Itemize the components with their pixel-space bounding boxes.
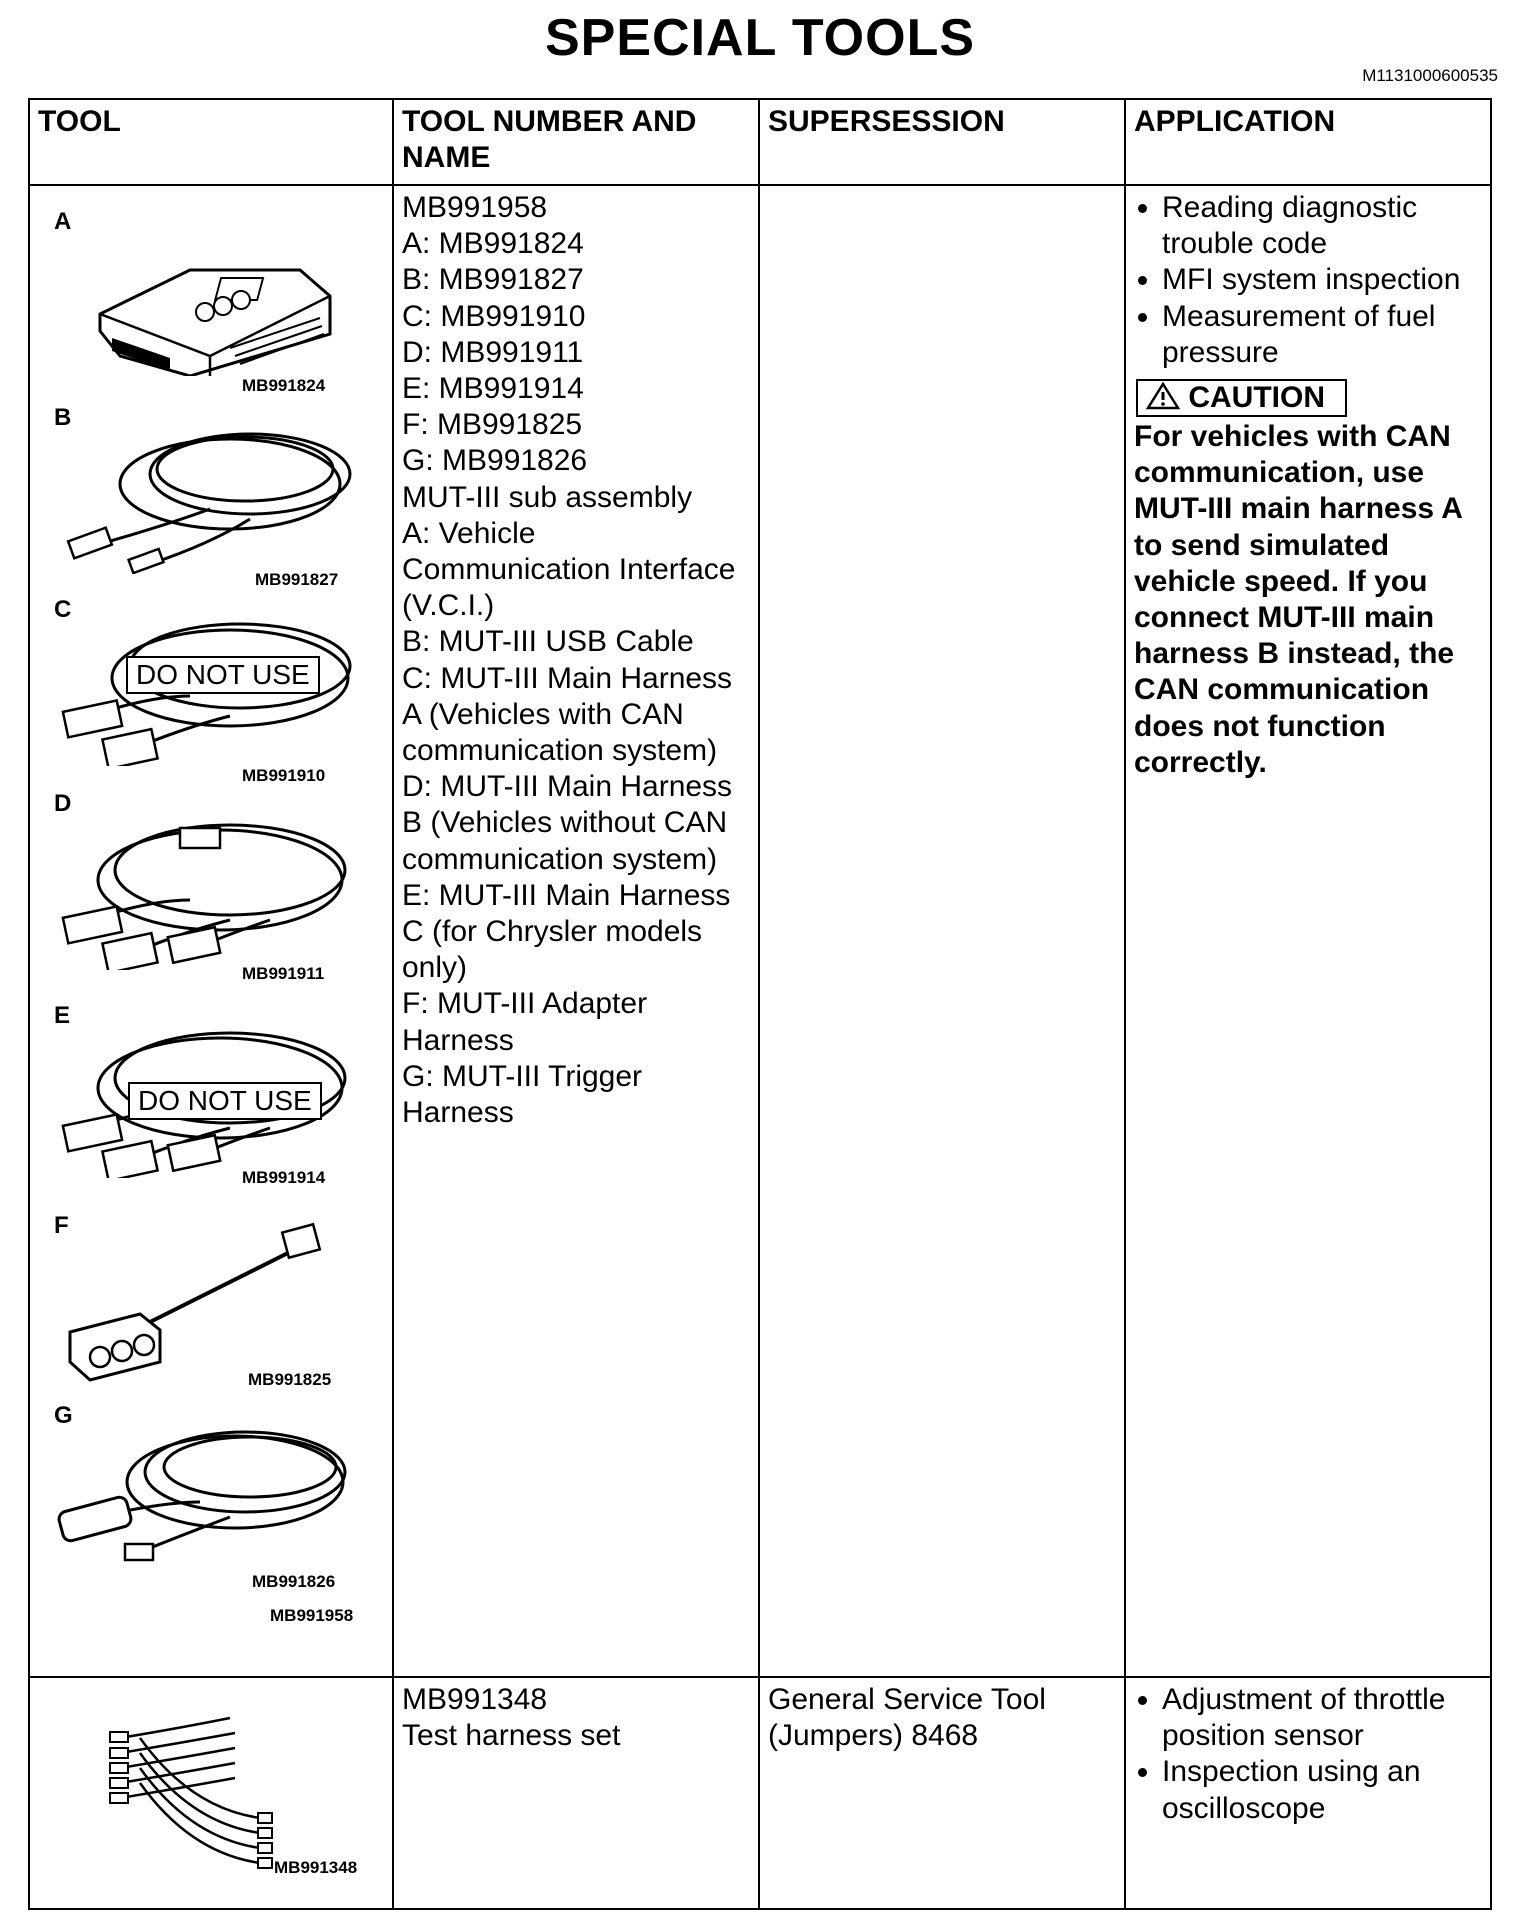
tool-line: A (Vehicles with CAN	[402, 697, 684, 731]
header-application: APPLICATION	[1125, 99, 1491, 185]
warning-triangle-icon	[1146, 382, 1180, 410]
tool-line: F: MB991825	[402, 408, 583, 442]
do-not-use-label-c: DO NOT USE	[126, 656, 320, 694]
tool-line: Harness	[402, 1096, 514, 1130]
tool-line: D: MUT-III Main Harness	[402, 770, 733, 804]
supersession-cell	[759, 185, 1125, 1677]
header-row	[29, 99, 1491, 185]
tool-letter-e: E	[54, 1002, 71, 1029]
vci-device-illustration	[30, 226, 388, 376]
test-harness-set-illustration	[30, 1698, 388, 1878]
tool-line: MUT-III sub assembly	[402, 480, 693, 514]
tool-line: MB991958	[402, 191, 548, 224]
tool-line: Harness	[402, 1023, 514, 1057]
tool-line: C (for Chrysler models	[402, 915, 703, 949]
tool-line: only)	[402, 951, 468, 985]
document-id: M1131000600535	[1362, 66, 1498, 85]
page-title: SPECIAL TOOLS	[544, 9, 976, 67]
tool-letter-b: B	[54, 404, 72, 431]
tool-line: C: MB991910	[402, 299, 586, 333]
caution-label: CAUTION	[1188, 381, 1325, 415]
tool-code-f: MB991825	[248, 1370, 332, 1389]
assembly-code: MB991958	[270, 1606, 354, 1625]
tool-letter-d: D	[54, 790, 72, 817]
tool-letter-f: F	[54, 1212, 69, 1239]
tool-letter-a: A	[54, 208, 72, 235]
tool-number-name-cell	[393, 185, 759, 1677]
tool-line: A: Vehicle	[402, 516, 536, 550]
adapter-harness-illustration	[30, 1222, 388, 1382]
tool-code-a: MB991824	[242, 376, 326, 395]
special-tools-table	[28, 98, 1492, 1910]
supersession-line: (Jumpers) 8468	[768, 1719, 979, 1753]
tool-line: MB991348	[402, 1683, 548, 1716]
tool-illustrations-cell	[29, 185, 393, 1677]
tool-line: G: MUT-III Trigger	[402, 1059, 643, 1093]
tool-illustration-cell	[29, 1677, 393, 1909]
tool-line: communication system)	[402, 842, 718, 876]
application-item: • Measurement of fuel pressure	[1162, 299, 1482, 371]
do-not-use-label-e: DO NOT USE	[128, 1082, 322, 1120]
tool-code-d: MB991911	[242, 964, 325, 983]
tool-code-g: MB991826	[252, 1572, 336, 1591]
supersession-cell	[759, 1677, 1125, 1909]
tool-line: Test harness set	[402, 1719, 621, 1753]
tool-line: Communication Interface	[402, 553, 736, 587]
supersession-line: General Service Tool	[768, 1683, 1046, 1716]
tool-line: B: MB991827	[402, 263, 584, 297]
tool-line: E: MB991914	[402, 372, 584, 406]
tool-line: F: MUT-III Adapter	[402, 987, 648, 1021]
tool-line: E: MUT-III Main Harness	[402, 878, 731, 912]
application-item: • MFI system inspection	[1162, 262, 1482, 298]
tool-code: MB991348	[274, 1858, 358, 1877]
caution-box	[1136, 379, 1347, 417]
tool-code-b: MB991827	[255, 570, 339, 589]
application-item: • Adjustment of throttle position sensor	[1162, 1682, 1482, 1754]
application-item: • Reading diagnostic trouble code	[1162, 190, 1482, 262]
tool-line: D: MB991911	[402, 335, 584, 369]
application-cell	[1125, 1677, 1491, 1909]
header-supersession: SUPERSESSION	[759, 99, 1125, 185]
tool-line: communication system)	[402, 734, 718, 768]
tool-line: C: MUT-III Main Harness	[402, 661, 733, 695]
caution-text: For vehicles with CAN communication, use MUT-III main harness A to send simulated vehicle speed. If you connect MUT-III main harness B instead, the CAN communication does not function correctly.	[1134, 420, 1462, 779]
tool-number-name-cell	[393, 1677, 759, 1909]
table-row	[29, 185, 1491, 1677]
tool-line: A: MB991824	[402, 227, 584, 261]
application-item: • Inspection using an oscilloscope	[1162, 1754, 1482, 1826]
trigger-harness-illustration	[30, 1412, 388, 1582]
application-cell	[1125, 185, 1491, 1677]
header-tool: TOOL	[29, 99, 393, 185]
main-harness-b-illustration	[30, 800, 388, 970]
usb-cable-illustration	[30, 414, 388, 574]
tool-line: B: MUT-III USB Cable	[402, 625, 694, 659]
table-row	[29, 1677, 1491, 1909]
tool-letter-g: G	[54, 1402, 73, 1429]
header-tool-number-name: TOOL NUMBER AND NAME	[393, 99, 759, 185]
tool-code-c: MB991910	[242, 766, 326, 785]
application-list	[1134, 1682, 1482, 1827]
tool-line: (V.C.I.)	[402, 589, 495, 623]
tool-line: G: MB991826	[402, 444, 588, 478]
tool-letter-c: C	[54, 596, 72, 623]
tool-code-e: MB991914	[242, 1168, 326, 1187]
application-list	[1134, 190, 1482, 371]
tool-line: B (Vehicles without CAN	[402, 806, 728, 840]
